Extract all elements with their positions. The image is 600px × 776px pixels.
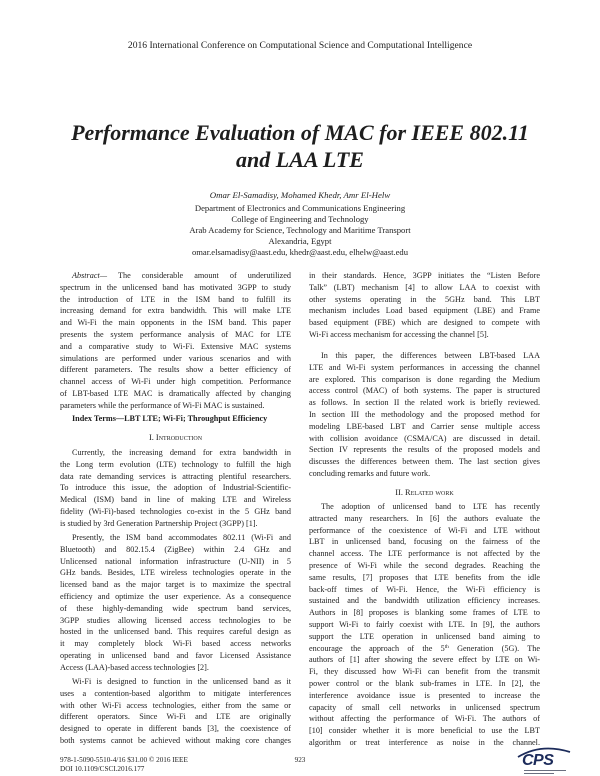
text-line: based equipment (FBE) which are designed to compete with	[309, 318, 540, 328]
footer-doi: DOI 10.1109/CSCI.2016.177	[60, 765, 145, 773]
text-line: other systems operating in the 5GHz band. This LBT	[309, 294, 540, 304]
right-column	[309, 0, 540, 776]
affiliation-department: Department of Electronics and Communications Engineering	[194, 203, 406, 213]
text-line: the introduction of LTE in the ISM band to fulfill its	[60, 294, 291, 304]
text-line: mechanism includes Load based equipment (LBE) and Frame	[309, 306, 540, 316]
introduction-paragraph-4	[309, 350, 540, 480]
text-line: back-off times of Wi-Fi. Hence, the Wi-Fi efficiency is	[309, 584, 540, 594]
text-line: concluding remarks and future work.	[309, 468, 431, 478]
text-line: are explored. This comparison is done regarding the Medium	[309, 374, 540, 384]
text-line: authors of [1] after showing the severe effect by LTE on Wi-	[309, 655, 540, 665]
text-line: channel access of Wi-Fi under high competition. Performance	[60, 377, 291, 387]
introduction-paragraph-2	[60, 532, 291, 674]
affiliation-academy: Arab Academy for Science, Technology and Maritime Transport	[189, 225, 411, 235]
text-line: capacity of small cell networks in unlicensed spectrum	[309, 702, 540, 712]
section-title: Related work	[405, 488, 454, 497]
abstract-first-line	[60, 270, 291, 282]
superscript: th	[444, 644, 449, 651]
text-line: access control (MAC) of both systems. The paper is structured	[309, 386, 540, 396]
author-emails: omar.elsamadisy@aast.edu, khedr@aast.edu, elhelw@aast.edu	[191, 247, 409, 257]
text-line: performance of the coexistence of Wi-Fi and LTE without	[309, 525, 540, 535]
introduction-paragraph-3	[60, 676, 291, 747]
introduction-paragraph-1	[60, 447, 291, 530]
conference-header: 2016 International Conference on Computational Science and Computational Intelligence	[127, 40, 473, 51]
text-line: support the LTE operation in unlicensed band aiming to	[309, 631, 540, 641]
text-line: Currently, the increasing demand for extra bandwidth in	[72, 448, 291, 457]
paper-title-line-2: and LAA LTE	[236, 147, 364, 172]
abstract	[60, 270, 291, 412]
page-number: 923	[294, 756, 306, 764]
text-line: uses a contention-based algorithm to mitigate interferences	[60, 688, 291, 698]
related-work-paragraph	[309, 501, 540, 749]
text-line: Medical (ISM) band in line of making LTE and Wireless	[60, 495, 291, 505]
abstract-first-line-text: The considerable amount of underutilized	[107, 271, 291, 280]
paper-title-line-1: Performance Evaluation of MAC for IEEE 802.11	[71, 120, 529, 145]
text-line: hosted in the unlicensed band. This requires careful design as	[60, 627, 291, 637]
text-line: [10] consider whether it is more beneficial to use the LBT	[309, 726, 540, 736]
text-line: presents the system performance analysis of MAC for LTE	[60, 329, 291, 339]
text-line: Authors in [8] proposes is blanking some frames of LTE to	[309, 608, 540, 618]
text-line: with other Wi-Fi access technologies, either from the same or	[60, 700, 291, 710]
text-line: in their standards. Hence, 3GPP initiates the “Listen Before	[309, 271, 540, 280]
text-line: licensed band as the major target is to maximize the spectral	[60, 580, 291, 590]
abstract-label: Abstract—	[72, 271, 108, 280]
text-line: GHz bands. Besides, LTE wireless technologies operate in the	[60, 568, 291, 578]
text-line: In section III the methodology and the proposed method for	[309, 409, 540, 419]
text-line: different parameters. The results show a better efficiency of	[60, 365, 291, 375]
logo-subtitle-marks	[524, 770, 568, 775]
cps-logo	[515, 746, 573, 774]
text-line: different operators. Since Wi-Fi and LTE are originally	[60, 712, 291, 722]
left-column	[60, 0, 291, 776]
text-line: algorithm or treat interference as noise in the channel.	[309, 737, 540, 747]
text-line: data rate demanding services is attracting plentiful researchers.	[60, 471, 291, 481]
text-line: with collision avoidance (CSMA/CA) are discussed in detail.	[309, 433, 540, 443]
text-line: In this paper, the differences between LBT-based LAA	[321, 351, 540, 360]
text-line: simulations are performed under various scenarios and with	[60, 353, 291, 363]
text-line: Access (LAA)-based access technologies [2].	[60, 662, 209, 672]
text-line: spectrum in the unlicensed band has motivated 3GPP to study	[60, 282, 291, 292]
section-number: I.	[148, 433, 154, 442]
text-line: Wi-Fi is designed to function in the unlicensed band as it	[72, 677, 291, 686]
text-line: Unlicensed national information infrastructure (U-NII) in 5	[60, 556, 291, 566]
text-line: is studied by 3rd Generation Partnership Project (3GPP) [1].	[60, 518, 258, 528]
text-line: Talk” (LBT) mechanism [4] to allow LAA to coexist with	[309, 282, 540, 292]
logo-lettering: CPS	[522, 752, 554, 769]
text-line: sustained and the bandwidth utilization efficiency increases.	[309, 596, 540, 606]
text-line: without affecting the performance of Wi-Fi. The authors of	[309, 714, 540, 724]
text-line: presence of Wi-Fi while the second degrades. Reaching the	[309, 560, 540, 570]
text-line: operating in unlicensed band and favor Licensed Assistance	[60, 650, 291, 660]
footer-isbn: 978-1-5090-5510-4/16 $31.00 © 2016 IEEE	[60, 756, 188, 764]
text-line: Presently, the ISM band accommodates 802.11 (Wi-Fi and	[72, 533, 291, 542]
affiliation-college: College of Engineering and Technology	[231, 214, 369, 224]
text-line: it may completely block Wi-Fi based access networks	[60, 639, 291, 649]
author-list: Omar El-Samadisy, Mohamed Khedr, Amr El-Helw	[209, 190, 391, 200]
text-line: designed to operate in different bands [3], the coexistence of	[60, 724, 291, 734]
text-line: interference avoidance issue is presented to increase the	[309, 690, 540, 700]
text-line: Wi-Fi access mechanism for accessing the channel [5].	[309, 329, 489, 339]
text-line: Fi, they discussed how Wi-Fi can benefit from the transmit	[309, 667, 540, 677]
text-line: and Wi-Fi the main opponents in the ISM band. This paper	[60, 318, 291, 328]
text-line: discusses the differences between them. The last section gives	[309, 457, 540, 467]
text-line: as follows. In section II the related work is briefly reviewed.	[309, 398, 540, 408]
section-heading-related-work	[309, 487, 540, 499]
text-line: The adoption of unlicensed band to LTE has recently	[321, 502, 540, 511]
text-line: To introduce this issue, the adoption of Industrial-Scientific-	[60, 483, 291, 493]
text-line: of these highly-demanding wide spectrum band services,	[60, 603, 291, 613]
affiliation-location: Alexandria, Egypt	[268, 236, 332, 246]
text-line: power control or the blank sub-frames in LTE. In [2], the	[309, 678, 540, 688]
text-line: Section IV represents the results of the proposed models and	[309, 445, 540, 455]
text-line: LBT in unlicensed band, focusing on the fairness of the	[309, 537, 540, 547]
text-line: encourage the approach of the 5th Generation (5G). The	[309, 643, 540, 653]
introduction-paragraph-3-continued	[309, 270, 540, 341]
section-number: II.	[395, 488, 403, 497]
text-line: channel access. The LTE performance is not affected by the	[309, 549, 540, 559]
abstract-body	[60, 282, 291, 412]
text-line: of LBT-based LTE MAC is dramatically affected by changing	[60, 388, 291, 398]
text-line: LTE and Wi-Fi system performances in accessing the channel	[309, 362, 540, 372]
text-line: fidelity (Wi-Fi)-based technologies co-exist in the 5 GHz band	[60, 506, 291, 516]
text-line: modeling LBE-based LBT and Carrier sense multiple access	[309, 421, 540, 431]
section-title: Introduction	[155, 433, 203, 442]
section-heading-introduction	[60, 432, 291, 444]
text-line: efficiency and optimize the user experience. As a consequence	[60, 591, 291, 601]
text-line: attracted many researchers. In [6] the authors evaluate the	[309, 513, 540, 523]
text-line: the Long term evolution (LTE) technology to fulfill the high	[60, 459, 291, 469]
index-terms: Index Terms—LBT LTE; Wi-Fi; Throughput Efficiency	[72, 414, 268, 423]
text-line: support Wi-Fi to fairly coexist with LTE. In [9], the authors	[309, 619, 540, 629]
text-line: both systems cannot be achieved without making core changes	[60, 735, 291, 745]
text-line: increasing demand for extra bandwidth. This will make LTE	[60, 306, 291, 316]
text-line: parameters while the performance of Wi-Fi MAC is sustained.	[60, 400, 265, 410]
text-line: and a comparative study to Wi-Fi. Extensive MAC systems	[60, 341, 291, 351]
text-line: 3GPP studies allowing licensed access technologies to be	[60, 615, 291, 625]
text-line: same results, [7] proposes that LTE benefits from the idle	[309, 572, 540, 582]
text-line: Bluetooth) and 802.15.4 (ZigBee) within 2.4 GHz and	[60, 544, 291, 554]
